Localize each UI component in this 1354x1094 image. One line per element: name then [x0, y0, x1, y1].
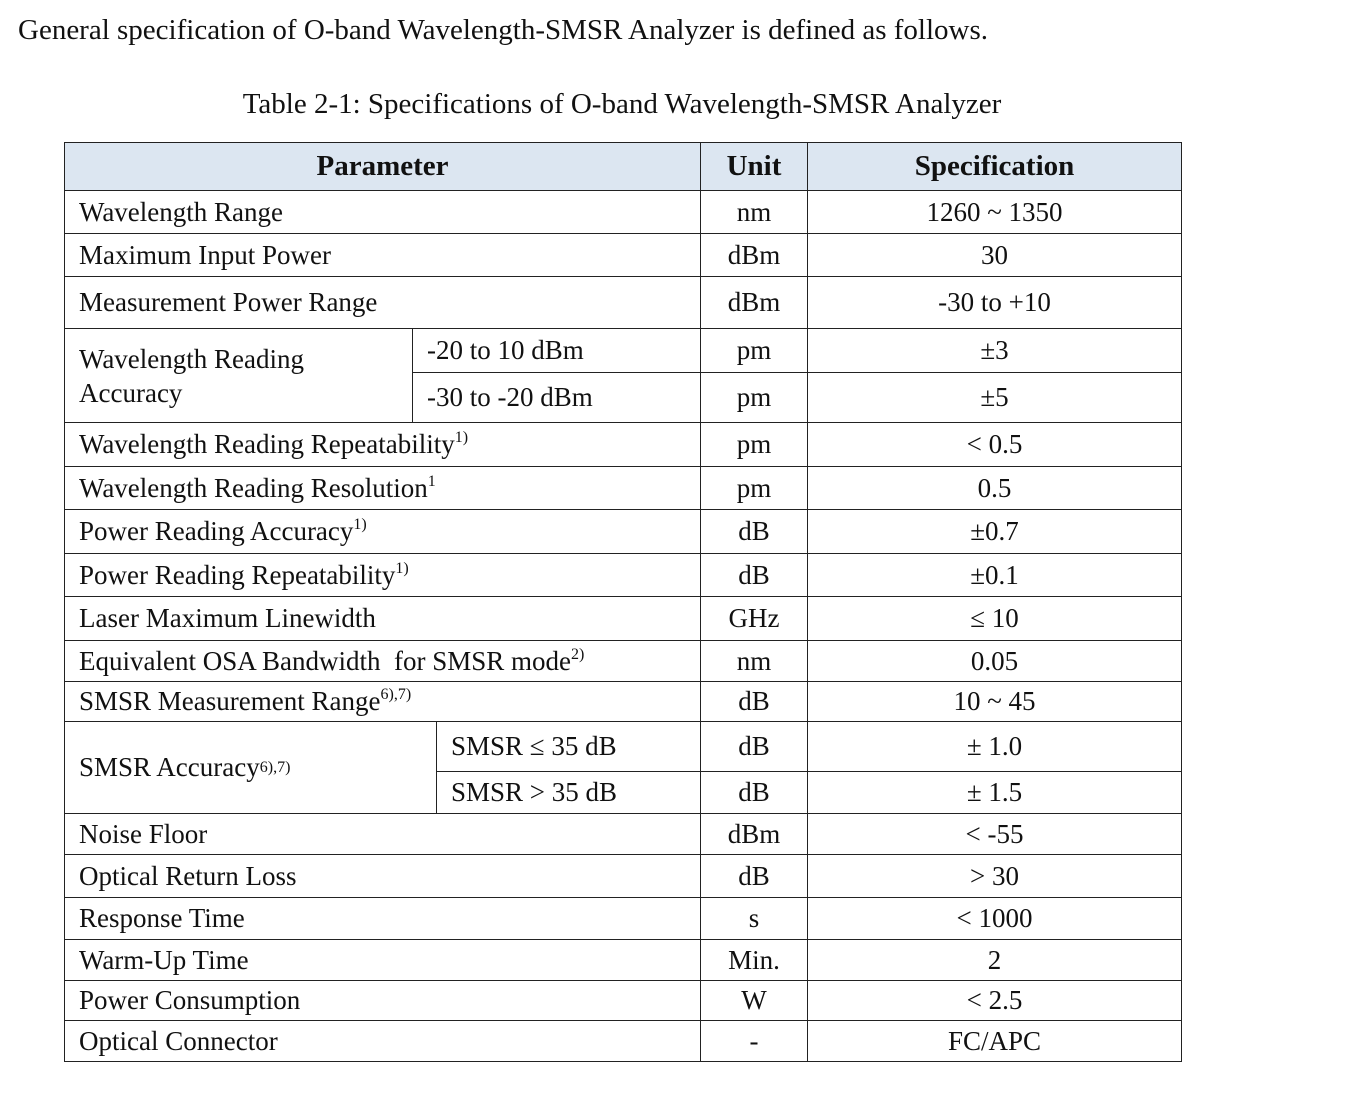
spec-cell: ± 1.5 [808, 771, 1182, 813]
param-cell [65, 554, 701, 597]
spec-cell: ± 1.0 [808, 722, 1182, 772]
table-row [65, 814, 1182, 855]
spec-cell: 0.05 [808, 641, 1182, 682]
unit-cell: dB [701, 554, 808, 597]
table-row [65, 682, 1182, 722]
sub-condition-cell: SMSR > 35 dB [451, 777, 618, 807]
param-cell: Optical Return Loss [65, 855, 701, 898]
param-cell: Measurement Power Range [65, 277, 701, 329]
table-row [65, 191, 1182, 234]
table-row [65, 1021, 1182, 1062]
param-label: Wavelength Reading Repeatability [79, 429, 455, 459]
footnote-ref: 1) [395, 559, 409, 577]
param-cell: Wavelength Reading Accuracy [65, 329, 413, 423]
param-label: SMSR Accuracy [79, 752, 260, 782]
footnote-ref: 2) [571, 645, 585, 663]
unit-cell: pm [701, 329, 808, 373]
unit-cell: pm [701, 423, 808, 467]
table-caption: Table 2-1: Specifications of O-band Wavelength-SMSR Analyzer [242, 88, 1002, 120]
spec-cell: 10 ~ 45 [808, 682, 1182, 722]
table-row [65, 855, 1182, 898]
spec-cell: < 1000 [808, 898, 1182, 940]
table-row [65, 423, 1182, 467]
param-cell [65, 510, 701, 554]
param-cell: Response Time [65, 898, 701, 940]
table-row [65, 467, 1182, 510]
unit-cell: s [701, 898, 808, 940]
spec-cell: ±5 [808, 373, 1182, 423]
footnote-ref: 1) [353, 516, 367, 533]
param-label: Power Reading Repeatability [79, 559, 396, 590]
table-row [65, 234, 1182, 277]
sub-condition-cell: -30 to -20 dBm [413, 373, 701, 423]
unit-cell: dB [701, 682, 808, 722]
unit-cell: dB [701, 722, 808, 772]
spec-cell: < -55 [808, 814, 1182, 855]
header-parameter: Parameter [65, 143, 701, 191]
spec-cell: ±3 [808, 329, 1182, 373]
spec-cell: -30 to +10 [808, 277, 1182, 329]
unit-cell: dBm [701, 234, 808, 277]
table-row [65, 597, 1182, 641]
table-row [65, 277, 1182, 329]
smsr-accuracy-group [65, 722, 701, 814]
intro-text: General specification of O-band Wavelength-SMSR Analyzer is defined as follows. [18, 14, 988, 46]
table-row [65, 898, 1182, 940]
spec-cell: < 2.5 [808, 981, 1182, 1021]
table-row [65, 940, 1182, 981]
unit-cell: nm [701, 641, 808, 682]
param-label: Wavelength Reading Resolution [79, 472, 428, 503]
table-row [65, 510, 1182, 554]
unit-cell: dB [701, 771, 808, 813]
table-header-row [65, 143, 1182, 191]
footnote-ref: 1) [454, 429, 469, 446]
param-cell: SMSR Accuracy 6),7) [65, 722, 437, 813]
header-unit: Unit [701, 143, 808, 191]
param-cell: Warm-Up Time [65, 940, 701, 981]
unit-cell: dB [701, 510, 808, 554]
spec-cell: FC/APC [808, 1021, 1182, 1062]
unit-cell: W [701, 981, 808, 1021]
unit-cell: dBm [701, 814, 808, 855]
param-cell: Wavelength Range [65, 191, 701, 234]
spec-cell: 0.5 [808, 467, 1182, 510]
param-label: SMSR Measurement Range [79, 686, 381, 716]
unit-cell: pm [701, 373, 808, 423]
table-row [65, 329, 1182, 373]
table-row [65, 722, 1182, 772]
sub-condition-cell: -20 to 10 dBm [413, 329, 701, 373]
table-row [65, 981, 1182, 1021]
unit-cell: pm [701, 467, 808, 510]
param-cell [65, 682, 701, 722]
footnote-ref: 6),7) [380, 686, 412, 703]
footnote-ref: 1 [427, 472, 436, 490]
spec-cell: 1260 ~ 1350 [808, 191, 1182, 234]
unit-cell: GHz [701, 597, 808, 641]
table-row [65, 641, 1182, 682]
param-cell: Noise Floor [65, 814, 701, 855]
param-label: Equivalent OSA Bandwidth for SMSR mode [79, 645, 571, 676]
unit-cell: nm [701, 191, 808, 234]
param-cell [65, 641, 701, 682]
param-cell [65, 423, 701, 467]
param-cell: Power Consumption [65, 981, 701, 1021]
table-row [65, 554, 1182, 597]
param-cell [65, 467, 701, 510]
param-cell: Optical Connector [65, 1021, 701, 1062]
specifications-table [64, 142, 1182, 1062]
header-specification: Specification [808, 143, 1182, 191]
spec-cell: ±0.1 [808, 554, 1182, 597]
unit-cell: - [701, 1021, 808, 1062]
spec-cell: > 30 [808, 855, 1182, 898]
spec-cell: 2 [808, 940, 1182, 981]
param-label: Power Reading Accuracy [79, 516, 354, 546]
spec-cell: 30 [808, 234, 1182, 277]
spec-cell: ≤ 10 [808, 597, 1182, 641]
unit-cell: dBm [701, 277, 808, 329]
param-cell: Maximum Input Power [65, 234, 701, 277]
unit-cell: dB [701, 855, 808, 898]
param-cell: Laser Maximum Linewidth [65, 597, 701, 641]
spec-cell: < 0.5 [808, 423, 1182, 467]
spec-cell: ±0.7 [808, 510, 1182, 554]
unit-cell: Min. [701, 940, 808, 981]
sub-condition-cell: SMSR ≤ 35 dB [437, 722, 700, 772]
